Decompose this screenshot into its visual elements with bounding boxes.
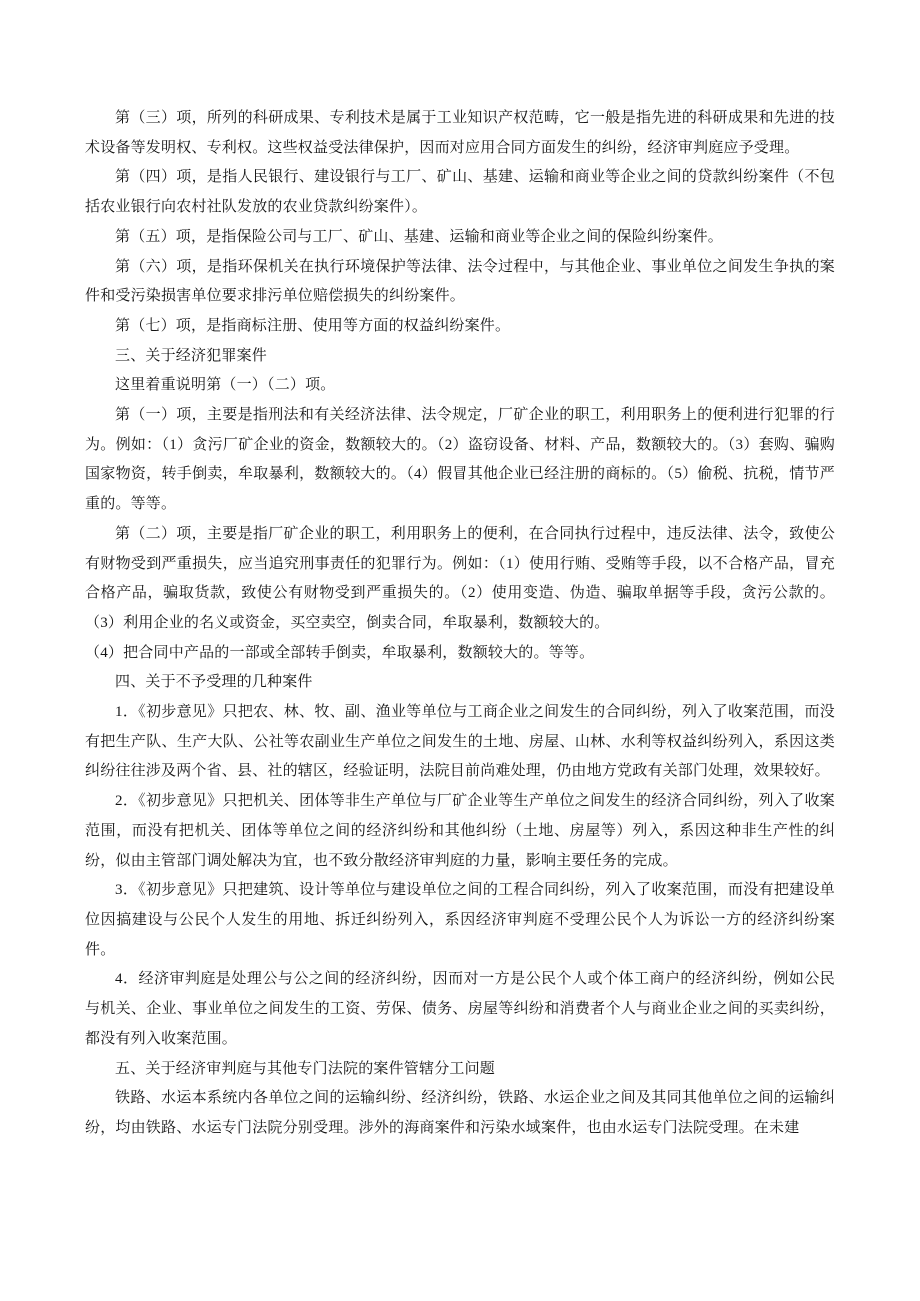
paragraph-crime-item-one: 第（一）项，主要是指刑法和有关经济法律、法令规定，厂矿企业的职工，利用职务上的便利进行犯罪的行为。例如：（1）贪污厂矿企业的资金，数额较大的。（2）盗窃设备、材料、产品，数额较大的。（3）套购、骗购国家物资，转手倒卖，牟取暴利，数额较大的。（4）假冒其他企业已经注册的商标的。（5）偷税、抗税，情节严重的。等等。 [85,407,835,513]
paragraph-not-accepted-3: 3．《初步意见》只把建筑、设计等单位与建设单位之间的工程合同纠纷，列入了收案范围，而没有把建设单位因搞建设与公民个人发生的用地、拆迁纠纷列入，系因经济审判庭不受理公民个人为诉讼一方的经济纠纷案件。 [85,882,835,958]
section-heading-not-accepted-cases: 四、关于不予受理的几种案件 [115,674,313,691]
paragraph-item-five: 第（五）项，是指保险公司与工厂、矿山、基建、运输和商业等企业之间的保险纠纷案件。 [115,228,724,245]
paragraph-intro-note: 这里着重说明第（一）（二）项。 [115,377,336,394]
paragraph-crime-item-two: 第（二）项，主要是指厂矿企业的职工，利用职务上的便利，在合同执行过程中，违反法律、法令，致使公有财物受到严重损失，应当追究刑事责任的犯罪行为。例如：（1）使用行贿、受贿等手段，以不合格产品，冒充合格产品，骗取货款，致使公有财物受到严重损失的。（2）使用变造、伪造、骗取单据等手段，贪污公款的。（3）利用企业的名义或资金，买空卖空，倒卖合同，牟取暴利，数额较大的。 [85,525,835,631]
document-body [85,104,835,1144]
section-heading-economic-crime: 三、关于经济犯罪案件 [115,347,268,364]
paragraph-not-accepted-4: 4．经济审判庭是处理公与公之间的经济纠纷，因而对一方是公民个人或个体工商户的经济纠纷，例如公民与机关、企业、事业单位之间发生的工资、劳保、债务、房屋等纠纷和消费者个人与商业企业之间的买卖纠纷，都没有列入收案范围。 [85,971,835,1047]
paragraph-not-accepted-1: 1．《初步意见》只把农、林、牧、副、渔业等单位与工商企业之间发生的合同纠纷，列入了收案范围，而没有把生产队、生产大队、公社等农副业生产单位之间发生的土地、房屋、山林、水利等权益纠纷列入，系因这类纠纷往往涉及两个省、县、社的辖区，经验证明，法院目前尚难处理，仍由地方党政有关部门处理，效果较好。 [85,704,835,780]
paragraph-item-four: 第（四）项，是指人民银行、建设银行与工厂、矿山、基建、运输和商业等企业之间的贷款纠纷案件（不包括农业银行向农村社队发放的农业贷款纠纷案件）。 [85,169,835,216]
paragraph-jurisdiction-body: 铁路、水运本系统内各单位之间的运输纠纷、经济纠纷，铁路、水运企业之间及其同其他单位之间的运输纠纷，均由铁路、水运专门法院分别受理。涉外的海商案件和污染水域案件，也由水运专门法院受理。在未建 [85,1090,835,1136]
section-heading-jurisdiction-division: 五、关于经济审判庭与其他专门法院的案件管辖分工问题 [115,1060,496,1077]
paragraph-not-accepted-2: 2．《初步意见》只把机关、团体等非生产单位与厂矿企业等生产单位之间发生的经济合同纠纷，列入了收案范围，而没有把机关、团体等单位之间的经济纠纷和其他纠纷（土地、房屋等）列入，系因这种非生产性的纠纷，似由主管部门调处解决为宜，也不致分散经济审判庭的力量，影响主要任务的完成。 [85,793,835,869]
paragraph-item-seven: 第（七）项，是指商标注册、使用等方面的权益纠纷案件。 [115,317,511,334]
paragraph-item-six: 第（六）项，是指环保机关在执行环境保护等法律、法令过程中，与其他企业、事业单位之间发生争执的案件和受污染损害单位要求排污单位赔偿损失的纠纷案件。 [85,258,835,305]
paragraph-item-three: 第（三）项，所列的科研成果、专利技术是属于工业知识产权范畴，它一般是指先进的科研成果和先进的技术设备等发明权、专利权。这些权益受法律保护，因而对应用合同方面发生的纠纷，经济审判庭应予受理。 [85,110,835,156]
paragraph-crime-item-two-continued: （4）把合同中产品的一部或全部转手倒卖，牟取暴利，数额较大的。等等。 [85,644,595,661]
